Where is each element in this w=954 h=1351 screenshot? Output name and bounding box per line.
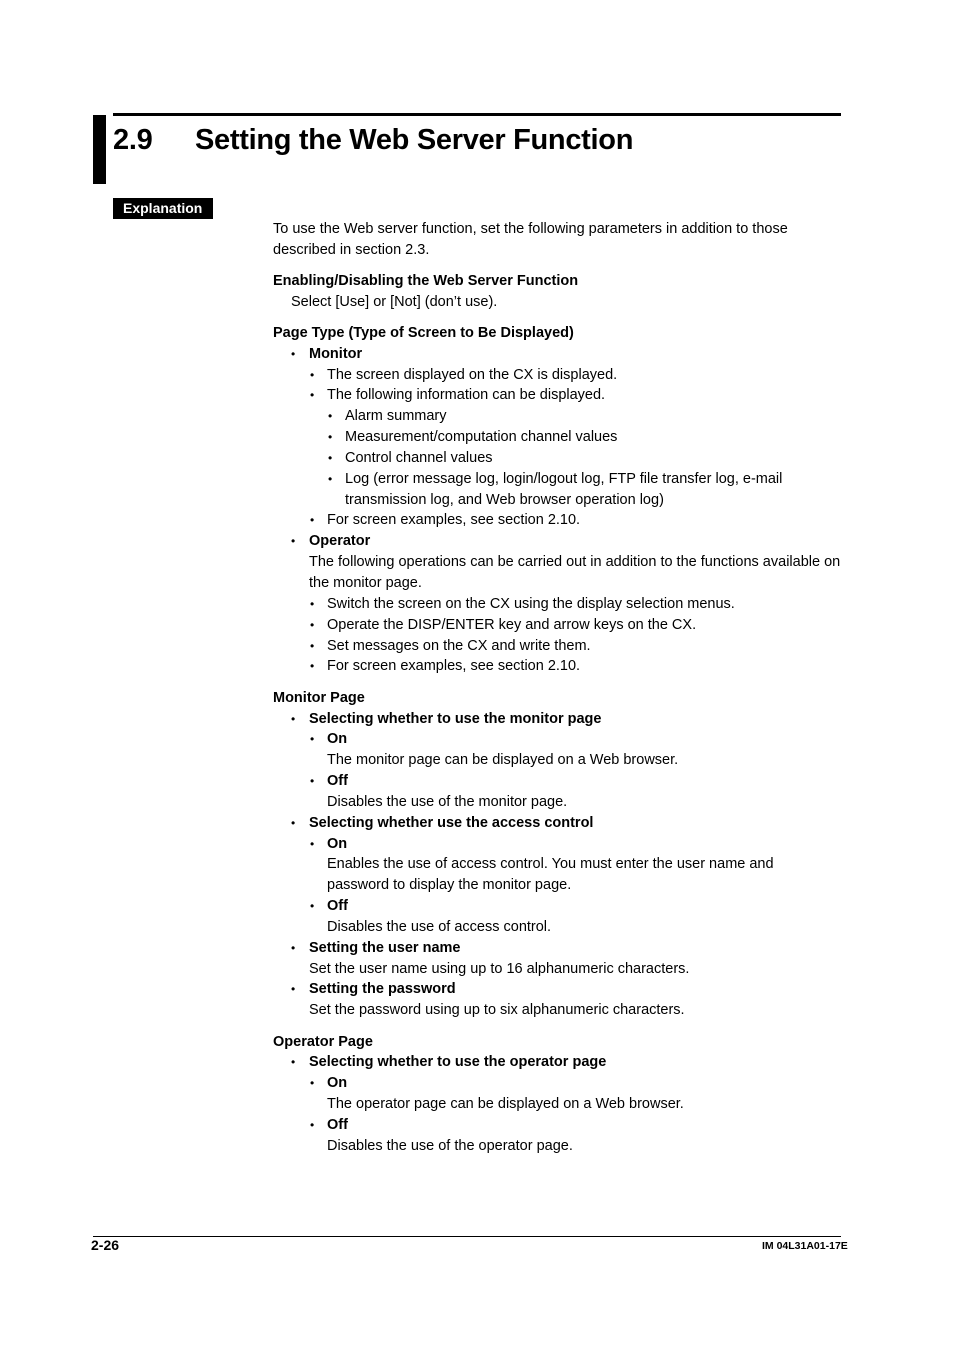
bullet: • [310,732,315,746]
section-top-rule [113,113,841,116]
operator-item: For screen examples, see section 2.10. [327,658,581,674]
section-side-bar [93,115,106,184]
operator-use-label: Selecting whether to use the operator page [309,1054,607,1070]
monitor-sub-item-cont: transmission log, and Web browser operation log) [345,492,664,508]
monitor-example: For screen examples, see section 2.10. [327,512,581,528]
access-label: Selecting whether use the access control [309,815,594,831]
operator-item: Switch the screen on the CX using the display selection menus. [327,596,735,612]
enable-heading: Enabling/Disabling the Web Server Function [273,273,579,289]
monitor-use-label: Selecting whether to use the monitor page [309,711,602,727]
enable-text: Select [Use] or [Not] (don’t use). [291,294,498,310]
document-id: IM 04L31A01-17E [762,1240,848,1252]
monitor-sub-item: Control channel values [345,450,493,466]
monitor-sub-item: Log (error message log, login/logout log, FTP file transfer log, e-mail [345,471,783,487]
bullet: • [291,816,296,830]
bullet: • [328,451,333,465]
bullet: • [291,1055,296,1069]
bullet: • [310,1118,315,1132]
password-text: Set the password using up to six alphanumeric characters. [309,1002,685,1018]
operator-page-heading: Operator Page [273,1034,373,1050]
bullet: • [310,899,315,913]
monitor-sub-item: Measurement/computation channel values [345,429,618,445]
bullet: • [291,941,296,955]
operator-use-off-text: Disables the use of the operator page. [327,1138,573,1154]
bullet: • [310,1076,315,1090]
intro-line-1: To use the Web server function, set the following parameters in addition to those [273,221,788,237]
monitor-item: The screen displayed on the CX is displayed. [327,367,618,383]
operator-item: Set messages on the CX and write them. [327,638,591,654]
monitor-use-on-label: On [327,731,348,747]
bullet: • [310,368,315,382]
bullet: • [310,639,315,653]
section-number: 2.9 [113,124,153,156]
password-label: Setting the password [309,981,456,997]
monitor-use-off-label: Off [327,773,348,789]
access-on-text-2: password to display the monitor page. [327,877,572,893]
bullet: • [310,597,315,611]
bullet: • [310,774,315,788]
footer-rule [93,1236,841,1237]
username-label: Setting the user name [309,940,461,956]
access-off-label: Off [327,898,348,914]
monitor-page-heading: Monitor Page [273,690,365,706]
page-number: 2-26 [91,1237,120,1253]
monitor-label: Monitor [309,346,363,362]
bullet: • [328,472,333,486]
bullet: • [291,347,296,361]
monitor-use-off-text: Disables the use of the monitor page. [327,794,568,810]
operator-use-on-label: On [327,1075,348,1091]
intro-line-2: described in section 2.3. [273,242,430,258]
operator-desc-1: The following operations can be carried out in addition to the functions available on [309,554,841,570]
page-type-heading: Page Type (Type of Screen to Be Displayed) [273,325,574,341]
operator-use-off-label: Off [327,1117,348,1133]
username-text: Set the user name using up to 16 alphanumeric characters. [309,961,690,977]
operator-use-on-text: The operator page can be displayed on a Web browser. [327,1096,684,1112]
operator-label: Operator [309,533,371,549]
monitor-item: The following information can be displayed. [327,387,606,403]
explanation-tag: Explanation [113,198,213,219]
bullet: • [328,409,333,423]
bullet: • [310,513,315,527]
bullet: • [291,534,296,548]
monitor-sub-item: Alarm summary [345,408,447,424]
bullet: • [310,659,315,673]
operator-item: Operate the DISP/ENTER key and arrow keys on the CX. [327,617,697,633]
bullet: • [310,837,315,851]
section-title: Setting the Web Server Function [195,124,634,156]
access-off-text: Disables the use of access control. [327,919,552,935]
bullet: • [291,982,296,996]
bullet: • [310,388,315,402]
bullet: • [291,712,296,726]
bullet: • [310,618,315,632]
access-on-text-1: Enables the use of access control. You must enter the user name and [327,856,774,872]
bullet: • [328,430,333,444]
monitor-use-on-text: The monitor page can be displayed on a Web browser. [327,752,679,768]
operator-desc-2: the monitor page. [309,575,422,591]
access-on-label: On [327,836,348,852]
